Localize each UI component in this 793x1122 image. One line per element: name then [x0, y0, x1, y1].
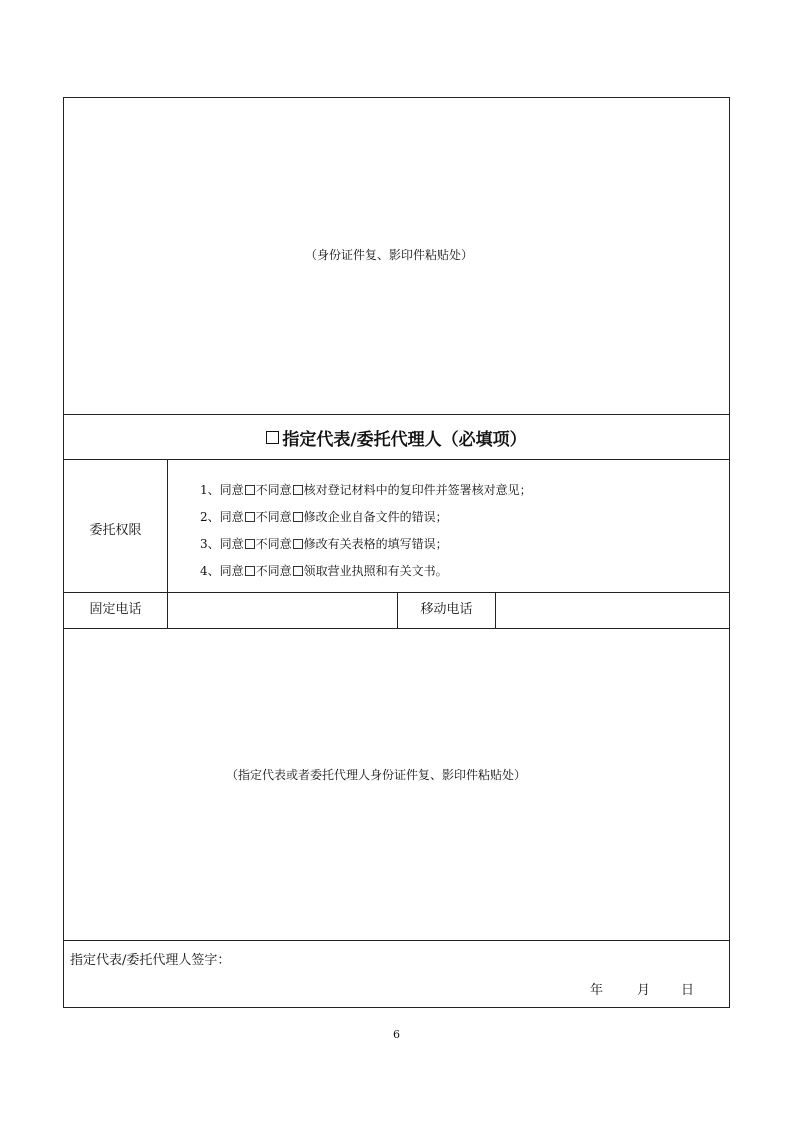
authority-item [200, 482, 532, 498]
authority-item-number: 2、 [200, 510, 220, 524]
section-title [64, 415, 729, 459]
authority-item-number: 4、 [200, 564, 220, 578]
signature-label: 指定代表/委托代理人签字： [70, 953, 231, 968]
authority-item-text: 修改企业自备文件的错误； [303, 510, 448, 524]
fixed-phone-label: 固定电话 [89, 602, 142, 617]
disagree-label: 不同意 [255, 564, 292, 578]
photo-area-top-caption: （身份证件复、影印件粘贴处） [305, 248, 474, 262]
agree-checkbox[interactable] [245, 539, 255, 549]
divider [63, 940, 730, 941]
agree-label: 同意 [219, 537, 244, 551]
signature-date-year: 年 [590, 983, 604, 998]
mobile-phone-field[interactable] [496, 594, 729, 627]
divider [63, 459, 730, 460]
section-title-text: 指定代表/委托代理人（必填项） [282, 429, 527, 450]
agree-label: 同意 [219, 564, 244, 578]
disagree-checkbox[interactable] [293, 485, 303, 495]
authority-item-number: 3、 [200, 537, 220, 551]
signature-date-month: 月 [637, 983, 651, 998]
agree-checkbox[interactable] [245, 512, 255, 522]
agree-label: 同意 [219, 483, 244, 497]
disagree-label: 不同意 [255, 537, 292, 551]
disagree-label: 不同意 [255, 483, 292, 497]
authority-item-number: 1、 [200, 483, 220, 497]
disagree-label: 不同意 [255, 510, 292, 524]
authority-item-text: 核对登记材料中的复印件并签署核对意见； [303, 483, 532, 497]
authority-item [200, 563, 448, 579]
agree-checkbox[interactable] [245, 566, 255, 576]
agree-label: 同意 [219, 510, 244, 524]
authority-item [200, 536, 448, 552]
form-table [63, 97, 730, 1008]
authority-label: 委托权限 [89, 523, 142, 538]
authority-item-text: 修改有关表格的填写错误； [303, 537, 448, 551]
disagree-checkbox[interactable] [293, 539, 303, 549]
authority-item-text: 领取营业执照和有关文书。 [303, 564, 448, 578]
authority-item [200, 509, 448, 525]
fixed-phone-field[interactable] [168, 594, 396, 627]
signature-date-day: 日 [681, 983, 695, 998]
photo-area-bottom-caption: （指定代表或者委托代理人身份证件复、影印件粘贴处） [226, 768, 527, 782]
agree-checkbox[interactable] [245, 485, 255, 495]
checkbox-empty-icon[interactable] [266, 431, 279, 444]
mobile-phone-label: 移动电话 [420, 602, 473, 617]
disagree-checkbox[interactable] [293, 566, 303, 576]
disagree-checkbox[interactable] [293, 512, 303, 522]
page-number: 6 [393, 1028, 400, 1041]
